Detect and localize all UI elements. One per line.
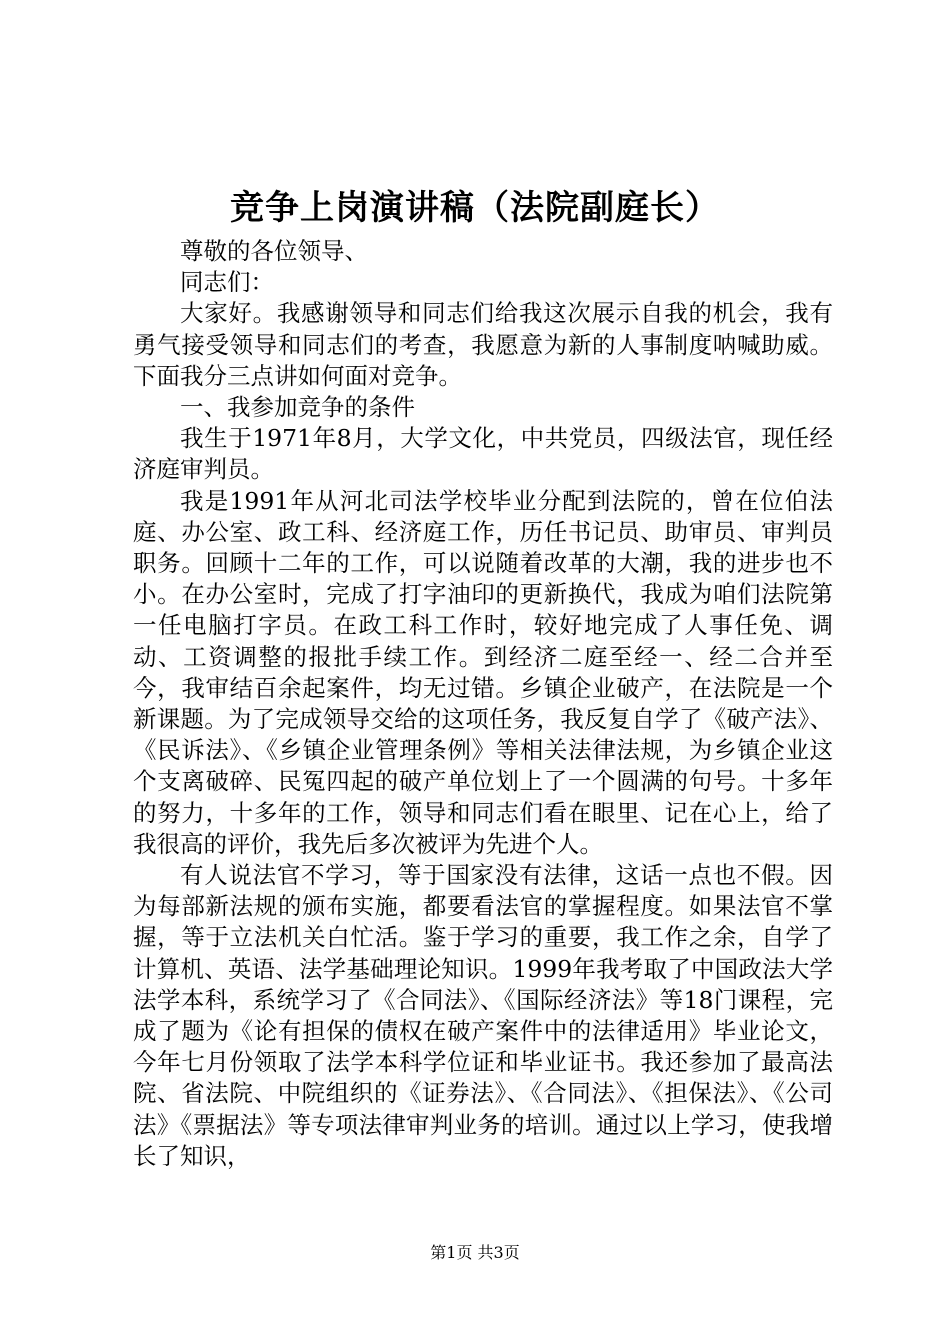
paragraph-background: 我生于1971年8月，大学文化，中共党员，四级法官，现任经济庭审判员。 [133,424,833,484]
paragraph-study: 有人说法官不学习，等于国家没有法律，这话一点也不假。因为每部新法规的颁布实施，都要看法官的掌握程度。如果法官不掌握，等于立法机关白忙活。鉴于学习的重要，我工作之余，自学了计算机、英语、法学基础理论知识。1999年我考取了中国政法大学法学本科，系统学习了《合同法》、《国际经济法》等18门课程，完成了题为《论有担保的债权在破产案件中的法律适用》毕业论文，今年七月份领取了法学本科学位证和毕业证书。我还参加了最高法院、省法院、中院组织的《证券法》、《合同法》、《担保法》、《公司法》《票据法》等专项法律审判业务的培训。通过以上学习，使我增长了知识， [133,861,833,1170]
paragraph-career: 我是1991年从河北司法学校毕业分配到法院的，曾在位伯法庭、办公室、政工科、经济庭工作，历任书记员、助审员、审判员职务。回顾十二年的工作，可以说随着改革的大潮，我的进步也不小。在办公室时，完成了打字油印的更新换代，我成为咱们法院第一任电脑打字员。在政工科工作时，较好地完成了人事任免、调动、工资调整的报批手续工作。到经济二庭至经一、经二合并至今，我审结百余起案件，均无过错。乡镇企业破产，在法院是一个新课题。为了完成领导交给的这项任务，我反复自学了《破产法》、《民诉法》、《乡镇企业管理条例》等相关法律法规，为乡镇企业这个支离破碎、民冤四起的破产单位划上了一个圆满的句号。十多年的努力，十多年的工作，领导和同志们看在眼里、记在心上，给了我很高的评价，我先后多次被评为先进个人。 [133,486,833,858]
salutation-line-2: 同志们： [180,268,274,297]
page-number-footer: 第1页 共3页 [430,1243,520,1262]
salutation-line-1: 尊敬的各位领导、 [180,237,368,265]
document-body [133,236,833,1172]
paragraph-greeting: 大家好。我感谢领导和同志们给我这次展示自我的机会，我有勇气接受领导和同志们的考查，我愿意为新的人事制度呐喊助威。下面我分三点讲如何面对竞争。 [133,299,833,390]
document-title: 竞争上岗演讲稿（法院副庭长） [230,188,720,228]
section-heading-1: 一、我参加竞争的条件 [180,393,415,422]
